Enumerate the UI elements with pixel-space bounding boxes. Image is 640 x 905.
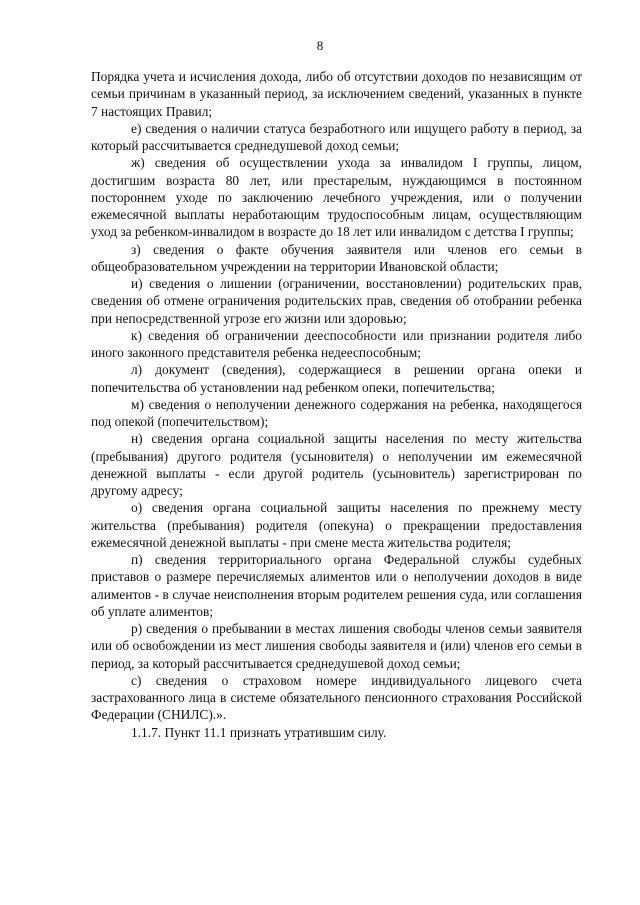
paragraph-item-l: л) документ (сведения), содержащиеся в решении органа опеки и попечительства об установлении над ребенком опеки, попечительства; <box>91 362 582 395</box>
paragraph-item-i: и) сведения о лишении (ограничении, восстановлении) родительских прав, сведения об отмене ограничения родительских прав, сведения об отобрании ребенка при непосредственной угрозе его жизни или здоровью; <box>91 276 582 326</box>
page-number: 8 <box>316 38 324 53</box>
paragraph-item-k: к) сведения об ограничении дееспособности или признании родителя либо иного законного представителя ребенка недееспособным; <box>91 327 582 360</box>
paragraph-clause-1-1-7: 1.1.7. Пункт 11.1 признать утратившим силу. <box>131 724 387 740</box>
document-body <box>91 68 582 741</box>
paragraph-item-r: р) сведения о пребывании в местах лишения свободы членов семьи заявителя или об освобождении из мест лишения свободы заявителя и (или) членов его семьи в период, за который рассчитывается среднедушевой доход семьи; <box>91 621 582 671</box>
paragraph-item-o: о) сведения органа социальной защиты населения по прежнему месту жительства (пребывания) родителя (опекуна) о прекращении предоставления ежемесячной денежной выплаты - при смене места жительства родителя; <box>91 500 582 550</box>
paragraph-item-zh: ж) сведения об осуществлении ухода за инвалидом I группы, лицом, достигшим возраста 80 лет, или престарелым, нуждающимся в постоянном постороннем уходе по заключению лечебного учреждения, или о получении ежемесячной выплаты неработающим трудоспособным лицам, осуществляющим уход за ребенком-инвалидом в возрасте до 18 лет или инвалидом с детства I группы; <box>91 155 582 240</box>
paragraph-item-e: е) сведения о наличии статуса безработного или ищущего работу в период, за который рассчитывается среднедушевой доход семьи; <box>91 120 582 153</box>
paragraph-item-n: н) сведения органа социальной защиты населения по месту жительства (пребывания) другого родителя (усыновителя) о неполучении им ежемесячной денежной выплаты - если другой родитель (усыновитель) зарегистрирован по другому адресу; <box>91 431 582 498</box>
paragraph-item-p: п) сведения территориального органа Федеральной службы судебных приставов о размере перечисляемых алиментов или о неполучении доходов в виде алиментов - в случае неисполнения вторым родителем решения суда, или соглашения об уплате алиментов; <box>91 552 582 619</box>
paragraph-item-s: с) сведения о страховом номере индивидуального лицевого счета застрахованного лица в системе обязательного пенсионного страхования Российской Федерации (СНИЛС).». <box>91 672 582 723</box>
paragraph-item-m: м) сведения о неполучении денежного содержания на ребенка, находящегося под опекой (попечительством); <box>91 396 582 429</box>
paragraph-continuation: Порядка учета и исчисления дохода, либо об отсутствии доходов по независящим от семьи причинам в указанный период, за исключением сведений, указанных в пункте 7 настоящих Правил; <box>91 69 582 119</box>
paragraph-item-z: з) сведения о факте обучения заявителя или членов его семьи в общеобразовательном учреждении на территории Ивановской области; <box>91 241 582 274</box>
